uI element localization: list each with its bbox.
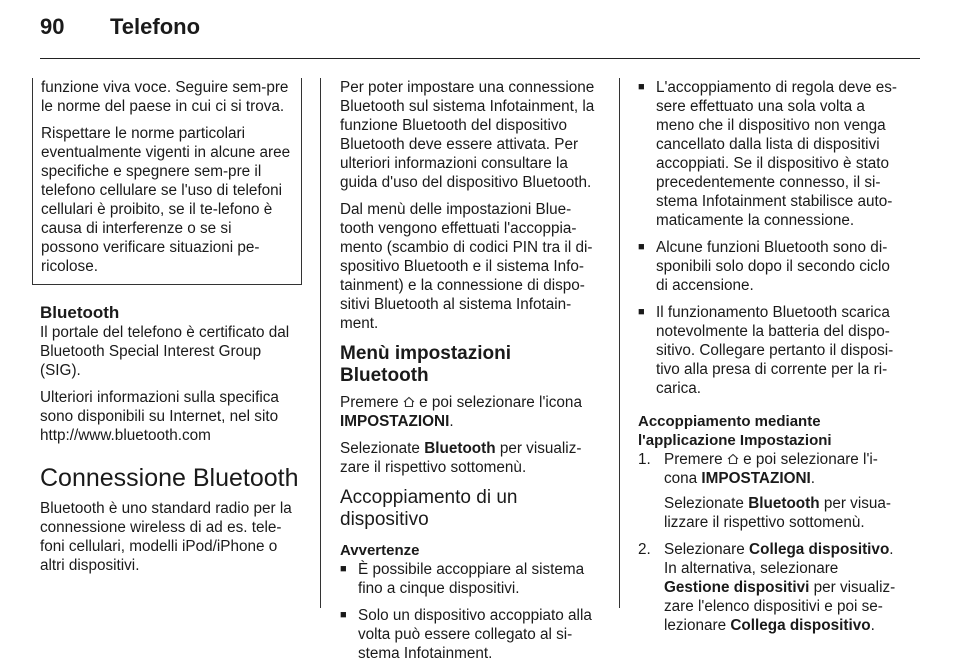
- column-3: [638, 78, 902, 643]
- bluetooth-p2: Ulteriori informazioni sulla specifica sono disponibili su Internet, nel sito http://www.bluetooth.com: [40, 389, 279, 444]
- step-1-p1: [664, 450, 902, 488]
- step-1-bold: IMPOSTAZIONI: [701, 470, 811, 487]
- pairing-heading: Accoppiamento di un dispositivo: [340, 487, 518, 530]
- intro-p1: Per poter impostare una connessione Bluetooth sul sistema Infotainment, la funzione Bluetooth del dispositivo Bluetooth deve essere attivata. Per ulteriori informazioni consultare la guida d'uso del dispositivo Bluetooth.: [340, 79, 595, 191]
- connection-heading: Connessione Bluetooth: [40, 464, 299, 492]
- step-2-bold-3: Collega dispositivo: [730, 617, 871, 634]
- step-1-p2-text-a: Selezionate: [664, 495, 744, 512]
- step-2-bold-2: Gestione dispositivi: [664, 579, 810, 596]
- column-divider-2: [619, 78, 620, 608]
- warnings-list: [340, 560, 602, 663]
- step-2: [638, 540, 902, 635]
- step-1-p2: [664, 494, 902, 532]
- step-1-end: .: [810, 470, 816, 487]
- settings-pairing-heading: Accoppiamento mediante l'applicazione Impostazioni: [638, 413, 832, 449]
- step-1-number: 1.: [638, 451, 651, 468]
- step-1-p2-bold: Bluetooth: [748, 495, 820, 512]
- step-1-text-b: e poi selezionare l'i-cona: [664, 451, 878, 487]
- notes-list: [638, 78, 902, 398]
- step-2-end: .: [870, 617, 875, 634]
- home-icon: [727, 453, 739, 465]
- menu-p2-text-b: per visualiz-zare il rispettivo sottomenù.: [340, 440, 582, 476]
- bluetooth-p1: Il portale del telefono è certificato dal Bluetooth Special Interest Group (SIG).: [40, 324, 290, 379]
- menu-p1-text-a: Premere: [340, 394, 399, 411]
- safety-note-p1: funzione viva voce. Seguire sem-pre le norme del paese in cui ci si trova.: [41, 79, 289, 115]
- safety-note-box: [32, 78, 302, 285]
- step-1-text-a: Premere: [664, 451, 723, 468]
- column-1: [40, 78, 302, 583]
- menu-p2: [340, 439, 602, 477]
- list-item: ■ L'accoppiamento di regola deve es-sere effettuato una sola volta a meno che il dispositivo non venga cancellato dalla lista di dispositivi accoppiati. Se il dispositivo è stato precedentemente connesso, il si-stema Infotainment stabilisce auto-maticamente la connessione.: [638, 78, 902, 230]
- steps-list: [638, 450, 902, 635]
- menu-p1-bold: IMPOSTAZIONI: [340, 413, 450, 430]
- header-rule: [40, 58, 920, 59]
- step-2-text-c: per visualiz-zare l'elenco dispositivi e poi se-lezionare: [664, 579, 896, 634]
- warnings-heading: Avvertenze: [340, 542, 420, 559]
- menu-p1-end: .: [449, 413, 454, 430]
- page-title: Telefono: [110, 14, 201, 39]
- step-1-p2-text-b: per visua-lizzare il rispettivo sottomenù.: [664, 495, 891, 531]
- step-2-bold-1: Collega dispositivo: [749, 541, 890, 558]
- step-2-text-a: Selezionare: [664, 541, 745, 558]
- home-icon: [403, 396, 415, 408]
- menu-heading: Menù impostazioni Bluetooth: [340, 343, 511, 386]
- step-1: [638, 450, 902, 532]
- menu-p2-bold: Bluetooth: [424, 440, 496, 457]
- menu-p2-text-a: Selezionate: [340, 440, 420, 457]
- list-item: ■ Solo un dispositivo accoppiato alla volta può essere collegato al si-stema Infotainment.: [340, 606, 602, 663]
- menu-p1: [340, 393, 602, 431]
- list-item: ■ Il funzionamento Bluetooth scarica notevolmente la batteria del dispo-sitivo. Collegare pertanto il disposi-tivo alla presa di corrente per la ri-carica.: [638, 303, 902, 398]
- column-2: [340, 78, 602, 671]
- safety-note-p2: Rispettare le norme particolari eventualmente vigenti in alcune aree specifiche e spegnere sem-pre il telefono cellulare se l'uso di telefoni cellulari è proibito, se il te-lefono è causa di interferenze o se si possono verificare situazioni pe-ricolose.: [41, 125, 291, 275]
- list-item: ■ È possibile accoppiare al sistema fino a cinque dispositivi.: [340, 560, 602, 598]
- step-2-number: 2.: [638, 541, 651, 558]
- page-header: [40, 14, 200, 40]
- column-divider-1: [320, 78, 321, 608]
- list-item: ■ Alcune funzioni Bluetooth sono di-sponibili solo dopo il secondo ciclo di accensione.: [638, 238, 902, 295]
- intro-p2: Dal menù delle impostazioni Blue-tooth vengono effettuati l'accoppia-mento (scambio di codici PIN tra il di-spositivo Bluetooth e il sistema Info-tainment) e la connessione di dispo-sitivi Bluetooth al sistema Infotain-ment.: [340, 201, 593, 332]
- menu-p1-text-b: e poi selezionare l'icona: [419, 394, 582, 411]
- connection-p1: Bluetooth è uno standard radio per la connessione wireless di ad es. tele-foni cellulari, modelli iPod/iPhone o altri dispositivi.: [40, 500, 292, 574]
- step-2-text-b: . In alternativa, selezionare: [664, 541, 894, 577]
- bluetooth-heading: Bluetooth: [40, 303, 120, 322]
- page-number: 90: [40, 14, 65, 39]
